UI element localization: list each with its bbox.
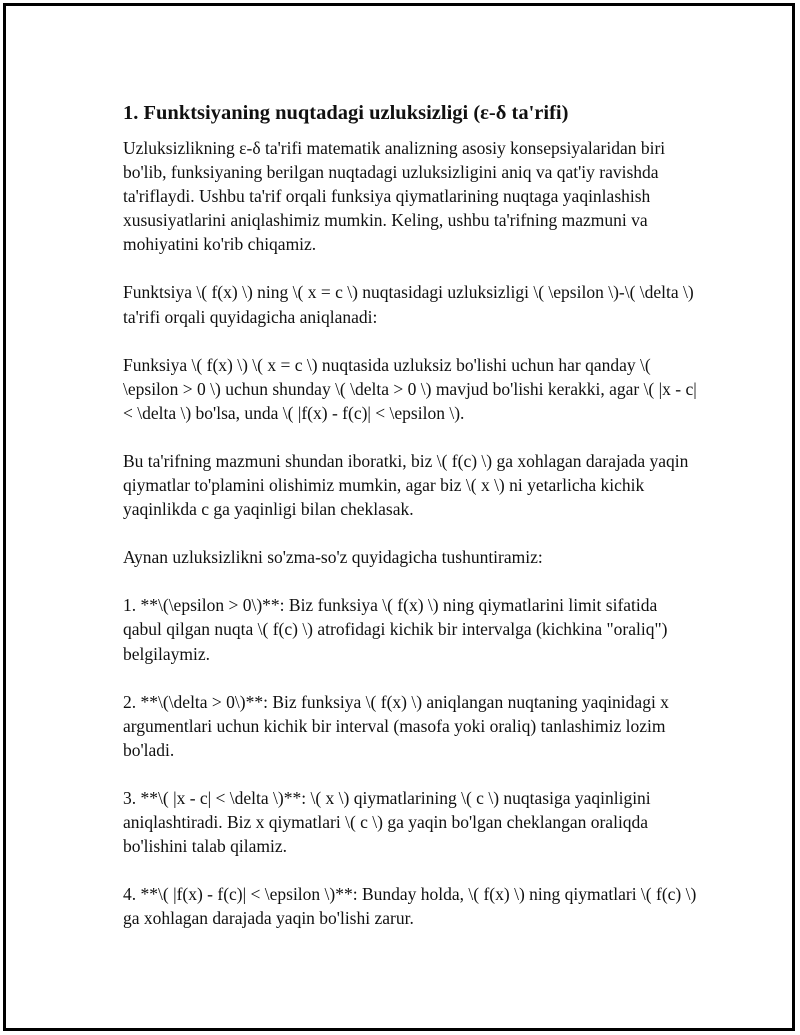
section-title: 1. Funktsiyaning nuqtadagi uzluksizligi (ε-δ ta'rifi) — [123, 102, 569, 124]
explanation-intro-paragraph: Aynan uzluksizlikni so'zma-so'z quyidagicha tushuntiramiz: — [123, 547, 543, 568]
document-body — [123, 101, 697, 954]
list-item-x-distance: 3. **\( |x - c| < \delta \)**: \( x \) qiymatlarining \( c \) nuqtasiga yaqinligini aniqlashtiradi. Biz x qiymatlari \( c \) ga yaqin bo'lgan cheklangan oraliqda bo'lishini talab qilamiz. — [123, 787, 651, 857]
intro-paragraph: Uzluksizlikning ε-δ ta'rifi matematik analizning asosiy konsepsiyalaridan biri bo'lib, funksiyaning berilgan nuqtadagi uzluksizligini aniq va qat'iy ravishda ta'riflaydi. Ushbu ta'rif orqali funksiya qiymatlarining nuqtaga yaqinlashish xususiyatlarini aniqlashimiz mumkin. Keling, ushbu ta'rifning mazmuni va mohiyatini ko'rib chiqamiz. — [123, 138, 666, 255]
definition-paragraph: Funksiya \( f(x) \) \( x = c \) nuqtasida uzluksiz bo'lishi uchun har qanday \( \epsilon > 0 \) uchun shunday \( \delta > 0 \) mavjud bo'lishi kerakki, agar \( |x - c| < \delta \) bo'lsa, unda \( |f(x) - f(c)| < \epsilon \). — [123, 354, 697, 423]
list-item-delta: 2. **\(\delta > 0\)**: Biz funksiya \( f(x) \) aniqlangan nuqtaning yaqinidagi x argumentlari uchun kichik bir interval (masofa yoki oraliq) tanlashimiz lozim bo'ladi. — [123, 691, 669, 760]
definition-intro-paragraph: Funktsiya \( f(x) \) ning \( x = c \) nuqtasidagi uzluksizligi \( \epsilon \)-\( \delta \) ta'rifi orqali quyidagicha aniqlanadi: — [123, 282, 694, 327]
list-item-f-distance: 4. **\( |f(x) - f(c)| < \epsilon \)**: Bunday holda, \( f(x) \) ning qiymatlari \( f(c) \) ga xohlagan darajada yaqin bo'lishi zarur. — [123, 884, 697, 929]
meaning-paragraph: Bu ta'rifning mazmuni shundan iboratki, biz \( f(c) \) ga xohlagan darajada yaqin qiymatlar to'plamini olishimiz mumkin, agar biz \( x \) ni yetarlicha kichik yaqinlikda c ga yaqinligi bilan cheklasak. — [123, 450, 689, 520]
page-frame — [3, 3, 795, 1031]
list-item-epsilon: 1. **\(\epsilon > 0\)**: Biz funksiya \( f(x) \) ning qiymatlarini limit sifatida qabul qilgan nuqta \( f(c) \) atrofidagi kichik bir intervalga (kichkina "oraliq") belgilaymiz. — [123, 595, 668, 664]
